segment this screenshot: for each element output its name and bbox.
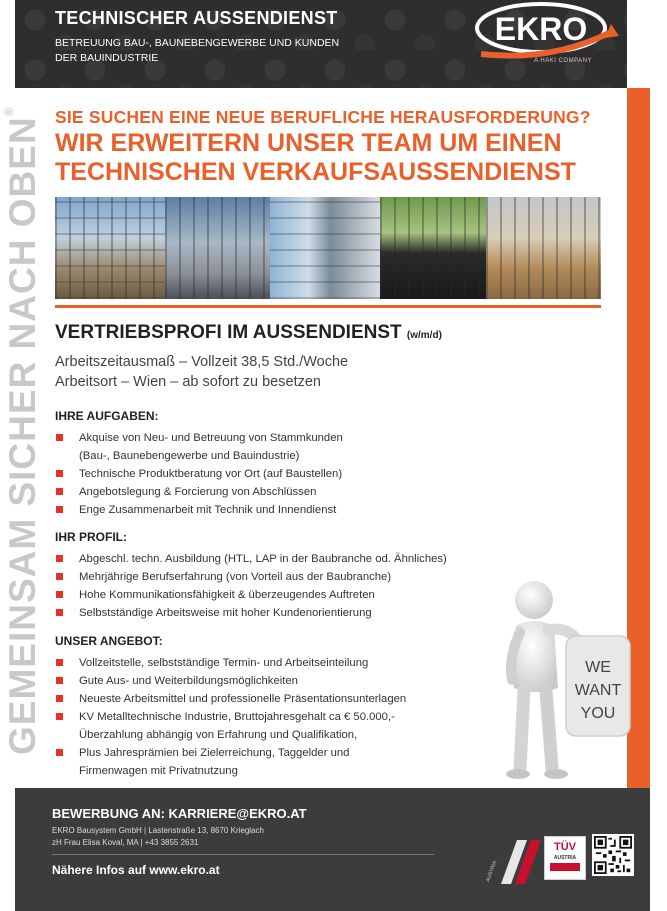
job-location: Arbeitsort – Wien – ab sofort zu besetzen	[55, 374, 321, 390]
tuv-subtitle: AUSTRIA	[553, 855, 577, 861]
address-line-2: zH Frau Elisa Koval, MA | +43 3855 2631	[52, 838, 199, 847]
sign-line-we: WE	[585, 659, 611, 676]
list-item: Neueste Arbeitsmittel und professionelle Präsentationsunterlagen	[55, 690, 406, 708]
photo-interior-props	[486, 197, 601, 299]
footer-divider	[52, 854, 434, 855]
logo-tagline: A HAKI COMPANY	[534, 58, 592, 64]
registered-mark: ®	[2, 106, 16, 117]
job-title	[55, 322, 442, 344]
tasks-section	[55, 409, 343, 519]
job-meta	[55, 352, 348, 392]
list-item: Akquise von Neu- und Betreuung von Stammkunden (Bau-, Baunebengewerbe und Bauindustrie)	[55, 429, 343, 465]
sign-line-you: YOU	[580, 705, 616, 722]
tuv-title: TÜV	[554, 841, 576, 853]
job-gender: (w/m/d)	[406, 330, 442, 341]
profile-list	[55, 550, 447, 622]
apply-email[interactable]: BEWERBUNG AN: KARRIERE@EKRO.AT	[52, 806, 307, 821]
we-want-you-figure	[486, 568, 634, 792]
list-item: Vollzeitstelle, selbstständige Termin- und Arbeitseinteilung	[55, 654, 406, 672]
more-info-link[interactable]: Nähere Infos auf www.ekro.at	[52, 863, 220, 877]
headline-main: WIR ERWEITERN UNSER TEAM UM EINEN TECHNISCHEN VERKAUFSAUSSENDIENST	[55, 129, 576, 186]
logo-wordmark: EKRO	[494, 11, 588, 47]
list-item: Angebotslegung & Forcierung von Abschlüssen	[55, 483, 343, 501]
footer	[15, 788, 650, 911]
orange-divider	[55, 305, 601, 308]
header-banner	[15, 0, 627, 88]
job-title-text: VERTRIEBSPROFI IM AUSSENDIENST	[55, 322, 402, 343]
tasks-list	[55, 429, 343, 519]
tasks-heading: IHRE AUFGABEN:	[55, 409, 159, 423]
tuv-austria-badge	[544, 836, 586, 880]
made-in-austria-badge	[483, 836, 541, 884]
list-item: Enge Zusammenarbeit mit Technik und Innendienst	[55, 501, 343, 519]
offer-section	[55, 634, 406, 780]
profile-section	[55, 530, 447, 622]
company-address	[52, 825, 264, 849]
job-hours: Arbeitszeitausmaß – Vollzeit 38,5 Std./Woche	[55, 354, 349, 370]
list-item: Hohe Kommunikationsfähigkeit & überzeugendes Auftreten	[55, 586, 447, 604]
vertical-slogan	[2, 105, 44, 755]
address-line-1: EKRO Bausystem GmbH | Lastenstraße 13, 8670 Krieglach	[52, 826, 264, 835]
tuv-band	[550, 863, 580, 871]
offer-list	[55, 654, 406, 780]
header-subtitle: BETREUUNG BAU-, BAUNEBENGEWERBE UND KUNDEN DER BAUINDUSTRIE	[55, 37, 340, 64]
photo-strip	[55, 197, 601, 299]
qr-code[interactable]	[592, 834, 634, 876]
list-item: Technische Produktberatung vor Ort (auf Baustellen)	[55, 465, 343, 483]
profile-heading: IHR PROFIL:	[55, 530, 127, 544]
offer-heading: UNSER ANGEBOT:	[55, 634, 163, 648]
list-item: Plus Jahresprämien bei Zielerreichung, Taggelder und Firmenwagen mit Privatnutzung	[55, 744, 406, 780]
slogan-text: GEMEINSAM SICHER NACH OBEN	[2, 116, 43, 755]
photo-glass-tower	[270, 197, 380, 299]
list-item: KV Metalltechnische Industrie, Bruttojahresgehalt ca € 50.000,- Überzahlung abhängig von Erfahrung und Qualifikation,	[55, 708, 406, 744]
header-title: TECHNISCHER AUSSENDIENST	[55, 8, 338, 28]
austria-label: AUSTRIA	[485, 860, 499, 883]
headline-question: SIE SUCHEN EINE NEUE BERUFLICHE HERAUSFORDERUNG?	[55, 107, 591, 127]
sign-line-want: WANT	[574, 682, 622, 699]
list-item: Selbstständige Arbeitsweise mit hoher Kundenorientierung	[55, 604, 447, 622]
list-item: Mehrjährige Berufserfahrung (von Vorteil aus der Baubranche)	[55, 568, 447, 586]
photo-scaffolding-facade	[55, 197, 165, 299]
photo-site-fence	[165, 197, 270, 299]
photo-formwork	[380, 197, 486, 299]
list-item: Abgeschl. techn. Ausbildung (HTL, LAP in der Baubranche od. Ähnliches)	[55, 550, 447, 568]
list-item: Gute Aus- und Weiterbildungsmöglichkeiten	[55, 672, 406, 690]
